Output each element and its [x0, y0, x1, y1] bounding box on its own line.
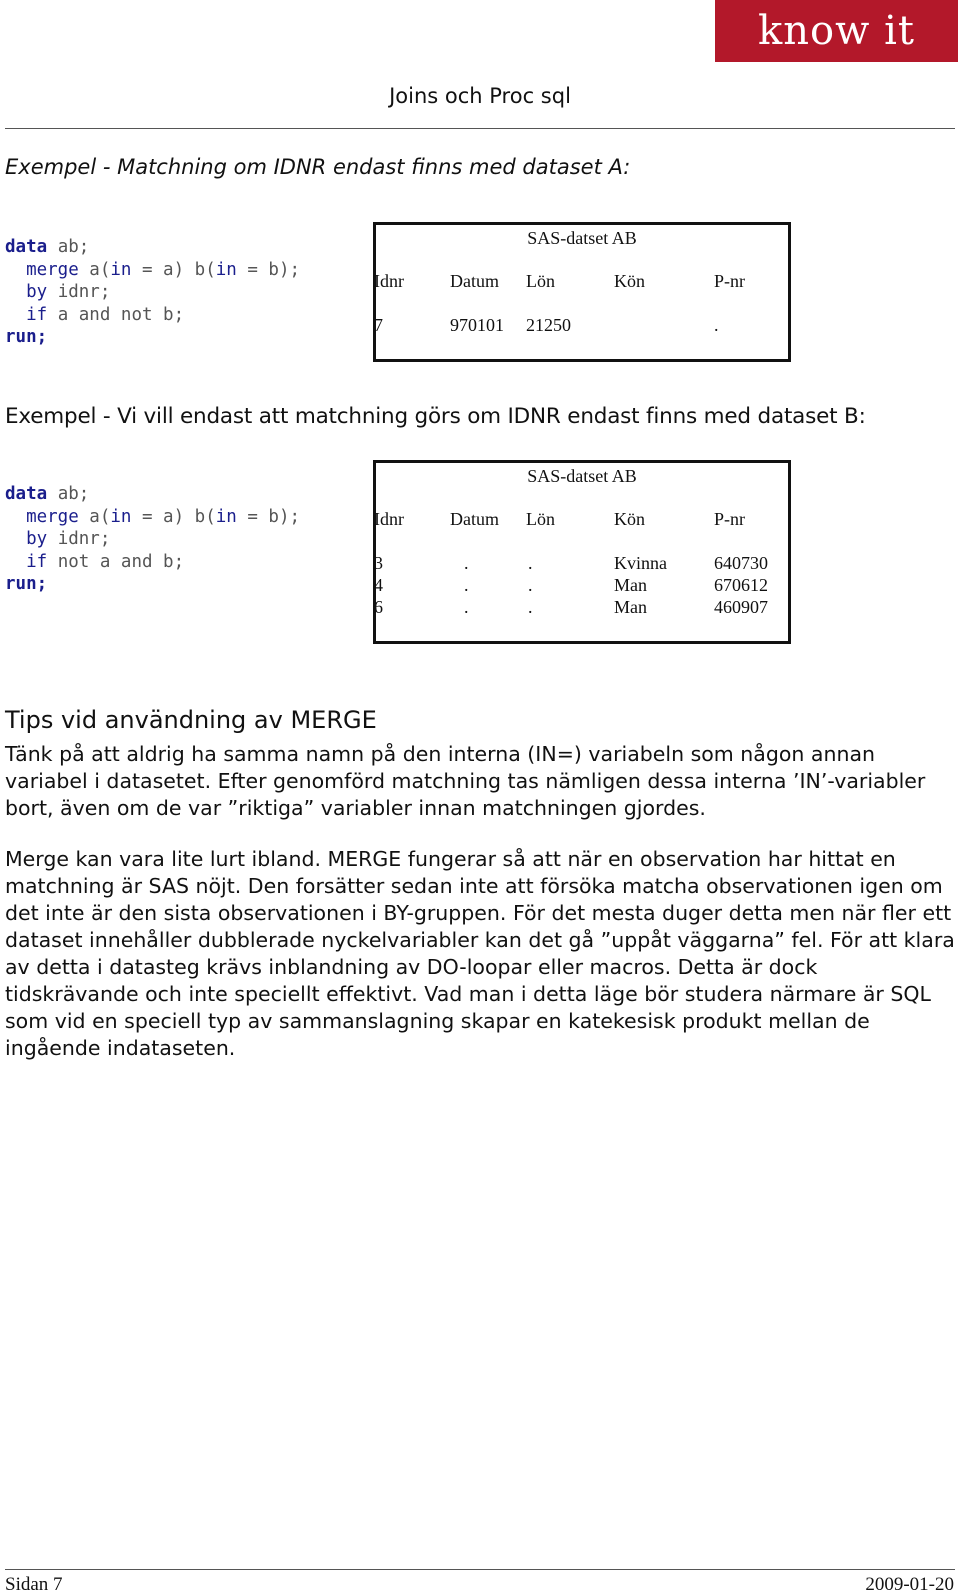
- example2-code-block: data ab; merge a(in = a) b(in = b); by idnr; if not a and b; run;: [5, 484, 301, 594]
- table-cell: .: [528, 575, 533, 595]
- column-header-kon: Kön: [614, 509, 645, 529]
- table-cell: .: [714, 315, 719, 335]
- column-header-datum: Datum: [450, 271, 499, 291]
- table-cell: 670612: [714, 575, 768, 595]
- column-header-pnr: P-nr: [714, 509, 745, 529]
- column-header-idnr: Idnr: [374, 509, 404, 529]
- tips-paragraph-1: Tänk på att aldrig ha samma namn på den interna (IN=) variabeln som någon annan variabel i datasetet. Efter genomförd matchning tas nämligen dessa interna ’IN’-variabler bort, även om de var ”riktiga” variabler innan matchningen gjordes.: [5, 742, 926, 820]
- example2-heading: Exempel - Vi vill endast att matchning görs om IDNR endast finns med dataset B:: [5, 404, 866, 429]
- table-cell: Kvinna: [614, 553, 667, 573]
- column-header-lon: Lön: [526, 509, 555, 529]
- table-cell: Man: [614, 575, 647, 595]
- column-header-datum: Datum: [450, 509, 499, 529]
- table-cell: .: [528, 597, 533, 617]
- example2-dataset-table: [373, 460, 791, 644]
- dataset-title: SAS-datset AB: [527, 228, 637, 248]
- table-cell: 460907: [714, 597, 768, 617]
- header-divider: [5, 128, 955, 129]
- logo-text: know it: [758, 8, 915, 54]
- table-cell: .: [464, 597, 469, 617]
- column-header-kon: Kön: [614, 271, 645, 291]
- column-header-pnr: P-nr: [714, 271, 745, 291]
- table-cell: 21250: [526, 315, 571, 335]
- tips-paragraph-2: Merge kan vara lite lurt ibland. MERGE fungerar så att när en observation har hittat en matchning är SAS nöjt. Den forsätter sedan inte att försöka matcha observationen igen om det inte är den sista observationen i BY-gruppen. För det mesta duger detta men när fler ett dataset innehåller dubblerade nyckelvariabler kan det gå ”uppåt väggarna” fel. För att klara av detta i datasteg krävs inblandning av DO-loopar eller macros. Detta är dock tidskrävande och inte speciellt effektivt. Vad man i detta läge bör studera närmare är SQL som vid en speciell typ av sammanslagning skapar en katekesisk produkt mellan de ingående indataseten.: [5, 847, 955, 1060]
- example1-dataset-table: [373, 222, 791, 362]
- document-date: 2009-01-20: [865, 1574, 954, 1595]
- table-cell: 3: [374, 553, 383, 573]
- column-header-idnr: Idnr: [374, 271, 404, 291]
- page-header-title: Joins och Proc sql: [389, 84, 571, 108]
- table-cell: 4: [374, 575, 383, 595]
- table-cell: .: [464, 575, 469, 595]
- dataset-title: SAS-datset AB: [527, 466, 637, 486]
- table-cell: 970101: [450, 315, 504, 335]
- table-cell: 6: [374, 597, 383, 617]
- table-cell: .: [464, 553, 469, 573]
- know-it-logo: [715, 0, 958, 62]
- table-cell: Man: [614, 597, 647, 617]
- example1-heading: Exempel - Matchning om IDNR endast finns med dataset A:: [5, 155, 631, 179]
- footer-divider: [5, 1569, 955, 1570]
- tips-heading: Tips vid användning av MERGE: [5, 706, 377, 734]
- page-number: Sidan 7: [5, 1574, 63, 1595]
- column-header-lon: Lön: [526, 271, 555, 291]
- table-cell: 640730: [714, 553, 768, 573]
- table-cell: .: [528, 553, 533, 573]
- example1-code-block: data ab; merge a(in = a) b(in = b); by idnr; if a and not b; run;: [5, 237, 301, 347]
- table-cell: 7: [374, 315, 383, 335]
